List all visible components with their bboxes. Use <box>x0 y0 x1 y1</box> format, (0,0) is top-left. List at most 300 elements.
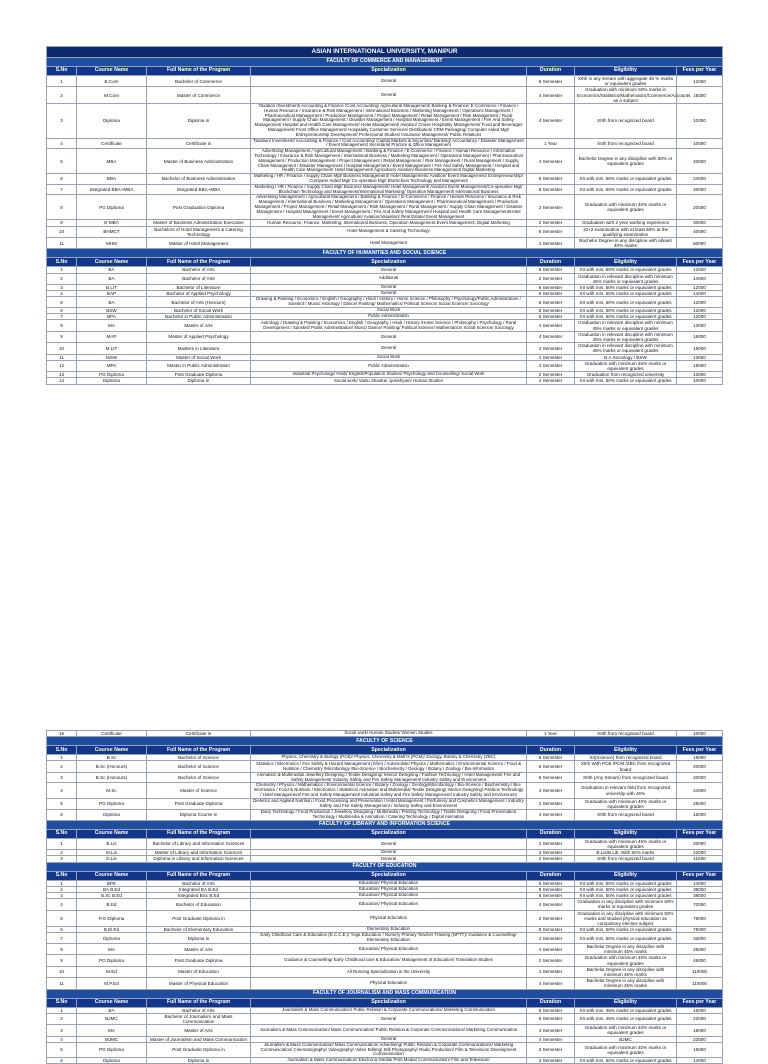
cell-fees: 50000 <box>677 237 723 248</box>
cell-course-name: B.Sc (Honours) <box>77 772 147 783</box>
cell-course-name: MBA <box>77 149 147 174</box>
column-header-eligibility: Eligibility <box>575 67 677 76</box>
cell-eligibility: Bachelor Degree in any discipline with atleast 40% marks <box>575 237 677 248</box>
cell-duration: 2 Semester <box>527 910 575 927</box>
column-header-fees: Fees per Year <box>677 746 723 755</box>
column-header-specialization: Specialization <box>251 829 527 838</box>
cell-program-name: Post Graduate Diploma in <box>147 1042 251 1057</box>
cell-sno: 7 <box>47 184 77 195</box>
cell-fees: 75000 <box>677 927 723 933</box>
cell-fees: 25000 <box>677 798 723 809</box>
column-header-sno: S.No <box>47 871 77 880</box>
cell-program-name: Master of Arts <box>147 1025 251 1036</box>
cell-program-name: Bachelor of Arts <box>147 273 251 284</box>
cell-eligibility: Graduation with minimum 50% marks in Economics/Statistics/Mathematics/Commerce/Accounts as a subject <box>575 87 677 104</box>
cell-specialization: Advertising Management / Agricultural Management / Banking & Finance / E-Commerce / Finance / Human Resource / Information Technology / Insurance & Risk Management / International Business / Marketing Management / Operations Management / Pharmaceutical Management / Production Management / Project Management / Retail Management / Risk Management / Rural Management / Supply Chain Management / Disaster Management / Hospital Management / Event Management / Fire And Safety Management / Hospital and Health Care Management/ Hotel Management/ Agriculture/ Aviation/ Business Management/ Digital Marketing <box>251 149 527 174</box>
cell-duration: 4 Semester <box>527 1036 575 1042</box>
cell-program-name: Master of Hotel Management <box>147 237 251 248</box>
column-header-eligibility: Eligibility <box>575 871 677 880</box>
cell-specialization: Dairy Technology / Food Production / Jewellery Designing / Multimedia / Printing Technology / Textile Designing / Food Preservation Technology / Multimedia & Animation / Catering Technology / Digital Animation <box>251 810 527 821</box>
cell-sno: 10 <box>47 966 77 977</box>
cell-specialization: Chemistry / Physics / Mathematics / Environmental Science / Botany / Zoology / Geology/Microbiology / Bio-Science / Biochemistry / Bio-Informatics / Food & Nutrition / Electronics / Statistics/ Animation and Multimedia/ Textile Designing/ Interior Designing/ Fashion Technology / Hotel Management/ Fire and Safety Management/ Industrial Safety and Fire Safety Management/ Industry Safety and Environment <box>251 783 527 798</box>
cell-program-name: Bachelor in Public Administration <box>147 314 251 320</box>
cell-sno: 10 <box>47 226 77 237</box>
cell-duration: 2 Semester <box>527 838 575 849</box>
cell-course-name: B.Lis <box>77 838 147 849</box>
cell-sno: 4 <box>47 1036 77 1042</box>
cell-specialization: Taxation /Investment/ Accounting & Finance /Cost Accounting/ Agricultural Management/ Banking & Finance/ E-Commerce / Finance / Human Resource / Insurance & Risk Management / International Business / Marketing Management / Operations Management / Pharmaceutical Management / Production Management / Project Management / Retail Management / Risk Management / Rural Management / Supply Chain Management / Disaster Management / Hospital Management / Event Management / Fire And Safety Management/ Hospital and Health Care Management/ Hotel Management/ Aviation/ Cruise Hospitality Management/ Food and Beverages Management/ Front Office Management/ Hospitality Customer Services/ Distribution/ CRM Packaging/ Computer Aided Mgt/ Entrepreneurship Development/ Professional Studies/ Insurance Management/ Public Relations <box>251 104 527 139</box>
cell-course-name: B.Ed <box>77 899 147 910</box>
cell-fees: 28000 <box>677 944 723 955</box>
column-header-sno: S.No <box>47 67 77 76</box>
cell-sno: 10 <box>47 343 77 354</box>
cell-specialization: Physical Education <box>251 978 527 989</box>
table-row <box>47 838 723 849</box>
cell-sno: 6 <box>47 174 77 185</box>
cell-specialization: Drawing & Painting / Economics / English / Geography / Hindi / History / Home Science / Philosophy / Psychology/Public Administration / Sanskrit / Music/ Astrology / Dance/ Painting/ Mathematics/ Political Science/ Social Science/ Sociology <box>251 297 527 308</box>
course-table-page-1 <box>46 46 722 385</box>
cell-specialization: Social Work <box>251 307 527 313</box>
cell-course-name: MSW <box>77 354 147 360</box>
table-row <box>47 237 723 248</box>
cell-course-name: P.G Diploma <box>77 910 147 927</box>
cell-duration: 1 Year <box>527 731 575 737</box>
cell-fees: 10000 <box>677 104 723 139</box>
table-row <box>47 783 723 798</box>
cell-duration: 2 Semester <box>527 220 575 226</box>
course-table <box>46 730 723 1064</box>
cell-program-name: Bachelor of Arts <box>147 267 251 273</box>
cell-sno: 3 <box>47 104 77 139</box>
faculty-header-row <box>47 58 723 67</box>
cell-sno: 7 <box>47 314 77 320</box>
cell-duration: 2 Semester <box>527 1042 575 1057</box>
cell-eligibility: XII with min. 50% marks or equivalent grades <box>575 893 677 899</box>
cell-fees: 40000 <box>677 184 723 195</box>
cell-fees: 13000 <box>677 354 723 360</box>
cell-eligibility: B.A Sociology / BSW <box>575 354 677 360</box>
cell-sno: 1 <box>47 267 77 273</box>
cell-course-name: Integrated BBA+MBA <box>77 184 147 195</box>
cell-specialization: Education/ Physical Education <box>251 886 527 892</box>
cell-sno: 4 <box>47 138 77 149</box>
table-row <box>47 273 723 284</box>
column-header-eligibility: Eligibility <box>575 746 677 755</box>
faculty-header-row <box>47 989 723 998</box>
table-row <box>47 910 723 927</box>
table-row <box>47 297 723 308</box>
cell-sno: 9 <box>47 331 77 342</box>
cell-specialization: Education/ Physical Education <box>251 899 527 910</box>
cell-specialization: General <box>251 1036 527 1042</box>
cell-fees: 20000 <box>677 195 723 220</box>
column-header-duration: Duration <box>527 871 575 880</box>
cell-eligibility: XII with min. 50% marks or equivalent grades <box>575 291 677 297</box>
cell-sno: 6 <box>47 1058 77 1064</box>
column-header-row <box>47 871 723 880</box>
course-table <box>46 46 723 385</box>
cell-program-name: Master of Business Administration Executive <box>147 220 251 226</box>
cell-program-name: Post Graduate Diploma <box>147 955 251 966</box>
cell-duration: 4 Semester <box>527 320 575 331</box>
cell-fees: 15000 <box>677 810 723 821</box>
cell-course-name: Diploma <box>77 933 147 944</box>
cell-duration: 8 Semester <box>527 893 575 899</box>
cell-eligibility: Graduation with minimum 40% marks or equivalent grades <box>575 1042 677 1057</box>
cell-specialization: Journalism & Mass Communication/ Public Relation & Corporate Communications/ Marketing Communication <box>251 1007 527 1013</box>
cell-program-name: Integrated BSc B.Ed <box>147 893 251 899</box>
column-header-sno: S.No <box>47 746 77 755</box>
cell-course-name: MA <box>77 944 147 955</box>
cell-duration: 4 Semester <box>527 783 575 798</box>
cell-fees: 10000 <box>677 731 723 737</box>
cell-course-name: MPA <box>77 360 147 371</box>
cell-sno: 15 <box>47 731 77 737</box>
faculty-name: FACULTY OF JOURNALISM AND MASS COMMUNICATION <box>47 989 723 998</box>
cell-program-name: Master of Education <box>147 966 251 977</box>
cell-specialization: Elementary Education <box>251 927 527 933</box>
cell-sno: 8 <box>47 320 77 331</box>
cell-sno: 11 <box>47 354 77 360</box>
table-row <box>47 810 723 821</box>
cell-course-name: B.Sc B.Ed <box>77 893 147 899</box>
table-row <box>47 320 723 331</box>
cell-program-name: Bachelor of Arts <box>147 880 251 886</box>
cell-duration: 2 Semester <box>527 955 575 966</box>
table-row <box>47 978 723 989</box>
cell-duration: 4 Semester <box>527 899 575 910</box>
column-header-row <box>47 258 723 267</box>
cell-sno: 3 <box>47 1025 77 1036</box>
column-header-fees: Fees per Year <box>677 258 723 267</box>
cell-duration: 6 Semester <box>527 297 575 308</box>
cell-fees: 16000 <box>677 1042 723 1057</box>
cell-fees: 13000 <box>677 372 723 378</box>
cell-fees: 11000 <box>677 856 723 862</box>
cell-sno: 3 <box>47 772 77 783</box>
cell-course-name: Diploma <box>77 810 147 821</box>
cell-duration: 6 Semester <box>527 1007 575 1013</box>
column-header-program-name: Full Name of the Program <box>147 258 251 267</box>
column-header-program-name: Full Name of the Program <box>147 829 251 838</box>
cell-eligibility: XIIth from recognized board <box>575 138 677 149</box>
cell-sno: 13 <box>47 372 77 378</box>
column-header-course-name: Course Name <box>77 746 147 755</box>
cell-specialization: Early Childhood Care & Education (E.C.C.E.)/ Yoga Education / Nursery Primary Teacher Training (NPTT)/ Guidance & Counselling/ Elementary Education <box>251 933 527 944</box>
cell-eligibility: Graduation in relevant discipline with minimum 45% marks or equivalent grades <box>575 320 677 331</box>
cell-duration: 4 Semester <box>527 360 575 371</box>
cell-course-name: B.Sc <box>77 755 147 761</box>
cell-duration: 4 Semester <box>527 966 575 977</box>
cell-fees: 12000 <box>677 267 723 273</box>
cell-fees: 14000 <box>677 291 723 297</box>
cell-eligibility: XII with min. 50% marks or equivalent grades <box>575 297 677 308</box>
cell-course-name: Diploma <box>77 1058 147 1064</box>
cell-course-name: MAP <box>77 331 147 342</box>
column-header-row <box>47 998 723 1007</box>
cell-specialization: Journalism & Mass Communication/ Electronic Media/ Print Media/ Communication/ Film and Television/ <box>251 1058 527 1064</box>
cell-sno: 5 <box>47 297 77 308</box>
cell-fees: 14000 <box>677 1058 723 1064</box>
cell-sno: 8 <box>47 944 77 955</box>
university-title-row <box>47 47 723 58</box>
university-title: ASIAN INTERNATIONAL UNIVERSITY, MANIPUR <box>47 47 723 58</box>
cell-program-name: Bachelor of Social Work <box>147 307 251 313</box>
cell-specialization: Education/ Physical Education <box>251 893 527 899</box>
cell-sno: 2 <box>47 886 77 892</box>
table-row <box>47 87 723 104</box>
cell-course-name: PG Diploma <box>77 1042 147 1057</box>
cell-sno: 4 <box>47 291 77 297</box>
cell-course-name: Certificate <box>77 731 147 737</box>
cell-eligibility: XII with min. 45% marks or equivalent grades <box>575 1013 677 1024</box>
cell-program-name: Bachelor of Literature <box>147 284 251 290</box>
cell-program-name: Master of Journalism and Mass Communication <box>147 1036 251 1042</box>
cell-course-name: BSW <box>77 307 147 313</box>
cell-program-name: Post Graduation Diploma <box>147 195 251 220</box>
column-header-course-name: Course Name <box>77 67 147 76</box>
cell-sno: 2 <box>47 273 77 284</box>
column-header-sno: S.No <box>47 258 77 267</box>
cell-fees: 15000 <box>677 331 723 342</box>
cell-eligibility: Bachelor Degree in any discipline with minimum 45% marks <box>575 966 677 977</box>
cell-fees: 18000 <box>677 1025 723 1036</box>
column-header-duration: Duration <box>527 998 575 1007</box>
cell-duration: 4 Semester <box>527 87 575 104</box>
cell-eligibility: XII with min. 50% marks or equivalent grades <box>575 927 677 933</box>
cell-specialization: General <box>251 291 527 297</box>
table-row <box>47 955 723 966</box>
cell-duration: 4 Semester <box>527 810 575 821</box>
cell-eligibility: Graduation in relevant discipline with minimum 45% marks or equivalent grades <box>575 273 677 284</box>
cell-eligibility: XII with min. 50% marks or equivalent grades <box>575 284 677 290</box>
column-header-duration: Duration <box>527 258 575 267</box>
faculty-header-row <box>47 820 723 829</box>
cell-duration: 6 Semester <box>527 226 575 237</box>
table-row <box>47 104 723 139</box>
column-header-sno: S.No <box>47 998 77 1007</box>
cell-sno: 11 <box>47 237 77 248</box>
cell-specialization: Marketing / HR / Finance / Supply Chain Mgt/ Business Management/ Hotel Management/ Aviation/ Event Management/Co-operative Mgt/ Blockchain Technology and Management/International Marketing/ Operation Management/ International Business <box>251 184 527 195</box>
cell-specialization: General <box>251 343 527 354</box>
cell-fees: 20000 <box>677 772 723 783</box>
cell-eligibility: Graduation in any discipline with minimum 50% marks and studied physical education as compulsory elective subject <box>575 910 677 927</box>
cell-fees: 22000 <box>677 850 723 856</box>
cell-eligibility: XIIth in any stream with aggregate 45 % marks or equivalent grades <box>575 76 677 87</box>
cell-duration: 6 Semester <box>527 291 575 297</box>
cell-specialization: General <box>251 856 527 862</box>
cell-sno: 14 <box>47 378 77 384</box>
cell-duration: 2 Semester <box>527 273 575 284</box>
table-row <box>47 174 723 185</box>
cell-program-name: Diploma in Library and Information Sciences <box>147 856 251 862</box>
cell-duration: 6 Semester <box>527 284 575 290</box>
cell-fees: 12000 <box>677 314 723 320</box>
cell-sno: 5 <box>47 1042 77 1057</box>
table-row <box>47 76 723 87</box>
cell-eligibility: XII with min. 50% marks or equivalent grades <box>575 378 677 384</box>
cell-eligibility: XII(Science) from recognized board <box>575 755 677 761</box>
faculty-name: FACULTY OF SCIENCE <box>47 737 723 746</box>
cell-eligibility: Graduation with minimum 45% marks or equivalent grades <box>575 838 677 849</box>
cell-course-name: BA B.Ed <box>77 886 147 892</box>
cell-sno: 3 <box>47 856 77 862</box>
cell-duration: 4 Semester <box>527 237 575 248</box>
cell-fees: 38000 <box>677 886 723 892</box>
cell-specialization: Human Resource, Finance, Marketing, International Business, Operation Management,Event Management, Digital Marketing <box>251 220 527 226</box>
cell-course-name: BBA <box>77 174 147 185</box>
column-header-eligibility: Eligibility <box>575 829 677 838</box>
column-header-row <box>47 746 723 755</box>
faculty-header-row <box>47 737 723 746</box>
cell-fees: 14000 <box>677 880 723 886</box>
table-row <box>47 378 723 384</box>
column-header-specialization: Specialization <box>251 998 527 1007</box>
faculty-name: FACULTY OF HUMANITIES AND SOCIAL SCIENCE <box>47 249 723 258</box>
cell-fees: 110000 <box>677 978 723 989</box>
cell-duration: 4 Semester <box>527 933 575 944</box>
cell-eligibility: B.Lis/B.Lib. With 50% marks <box>575 850 677 856</box>
cell-specialization: Industrial Psychology/ Hindi/ English/Population Studies/ Psychology and Counselling/ Social Work <box>251 372 527 378</box>
column-header-program-name: Full Name of the Program <box>147 67 251 76</box>
cell-specialization: Physics, Chemistry & Biology (PCB)/ Physics, Chemistry & Math's (PCM)/ Zoology, Botany & Chemistry (ZBC) <box>251 755 527 761</box>
cell-duration: 8 Semester <box>527 886 575 892</box>
cell-eligibility: XII with min. 50% marks or equivalent grades <box>575 880 677 886</box>
cell-sno: 3 <box>47 893 77 899</box>
cell-sno: 1 <box>47 1007 77 1013</box>
cell-specialization: General <box>251 838 527 849</box>
cell-eligibility: XII with min. 45% marks or equivalent grades <box>575 1007 677 1013</box>
cell-duration: 4 Semester <box>527 331 575 342</box>
cell-fees: 38000 <box>677 893 723 899</box>
cell-eligibility: Graduation with minimum 40% marks or equivalent grades <box>575 195 677 220</box>
cell-program-name: Diploma in <box>147 933 251 944</box>
cell-fees: 20000 <box>677 761 723 772</box>
cell-sno: 1 <box>47 880 77 886</box>
cell-course-name: BA <box>77 297 147 308</box>
table-row <box>47 343 723 354</box>
cell-fees: 20000 <box>677 838 723 849</box>
cell-course-name: BA <box>77 273 147 284</box>
cell-sno: 6 <box>47 927 77 933</box>
cell-fees: 10000 <box>677 138 723 149</box>
cell-fees: 30000 <box>677 220 723 226</box>
cell-sno: 7 <box>47 933 77 944</box>
cell-program-name: Master of Social Work <box>147 354 251 360</box>
cell-eligibility: Graduation with minimum 40% marks or equivalent grades <box>575 798 677 809</box>
cell-specialization: Taxation/ Investment/ Accounting & Finance / Cost Accounting/ Capital Markets & Securities/ Banking/ Accountancy / Disaster Management / Event Management/ Secretarial Practice & Office Management <box>251 138 527 149</box>
cell-eligibility: XII with min. 50% marks or equivalent grades <box>575 184 677 195</box>
cell-specialization: Astrology / Drawing & Painting / Economics / English / Geography / Hindi / History /Home Science / Philosophy / Psychology / Rural Development / Sanskrit/ Public Administration/ Music/ Dance/ Painting/ Political Science/ Mathematics/ Social Science/ Sociology <box>251 320 527 331</box>
cell-specialization: General <box>251 1013 527 1024</box>
cell-eligibility: XIIth from recognised board <box>575 731 677 737</box>
cell-program-name: Bachelor of Commerce <box>147 76 251 87</box>
cell-fees: 40000 <box>677 149 723 174</box>
table-row <box>47 360 723 371</box>
faculty-header-row <box>47 862 723 871</box>
course-table-page-2 <box>46 730 722 1064</box>
cell-program-name: Bachelors of Hotel Management & Catering Technology <box>147 226 251 237</box>
cell-sno: 2 <box>47 850 77 856</box>
cell-duration: 6 Semester <box>527 761 575 772</box>
cell-duration: 6 Semester <box>527 267 575 273</box>
column-header-duration: Duration <box>527 829 575 838</box>
cell-specialization: Marketing / HR / Finance / Supply Chain Mgt/ Business Management/ Hotel Management/ Aviation/ Event Management/ Entrepreneurship/ Computer Aided Mgt/ Co-operative Mgt/ Blockchain Technology and Management <box>251 174 527 185</box>
cell-duration: 4 Semester <box>527 378 575 384</box>
cell-specialization: Advertising Management / Agricultural Management / Banking & Finance / E-Commerce / Finance / Human Resource / Insurance & Risk Management / International Business / Marketing Management / Operations Management / Pharmaceutical Management / Production Management / Project Management / Retail Management / Risk Management / Rural Management / Supply Chain Management / Disaster Management / Hospital Management / Event Management / Fire And Safety Management/ Hospital and Health Care Management/Hotel Management/ Agriculture/ Aviation/Valuation/ Real Estate/ Event Management <box>251 195 527 220</box>
cell-fees: 18000 <box>677 755 723 761</box>
cell-program-name: Bachelor of Library and Information Sciences <box>147 838 251 849</box>
cell-program-name: Bachelor of Education <box>147 899 251 910</box>
cell-sno: 11 <box>47 978 77 989</box>
cell-sno: 5 <box>47 910 77 927</box>
cell-sno: 5 <box>47 149 77 174</box>
column-header-duration: Duration <box>527 746 575 755</box>
cell-duration: 6 Semester <box>527 307 575 313</box>
faculty-name: FACULTY OF EDUCATION <box>47 862 723 871</box>
cell-fees: 40000 <box>677 226 723 237</box>
cell-eligibility: Graduation in any discipline with minimum 50% marks or equivalent grades <box>575 899 677 910</box>
cell-duration: 2 Semester <box>527 798 575 809</box>
cell-course-name: D.Lis <box>77 856 147 862</box>
column-header-duration: Duration <box>527 67 575 76</box>
cell-specialization: Statistics / Electronics / Fire Safety & Hazard Management (Sfire) / Automobile/ Physics / Mathematics / Environmental Science / Food & Nutrition / Chemistry /Microbiology /Bio-Science / Biochemistry / Geology / Botany / Zoology / Bio-Informatics <box>251 761 527 772</box>
cell-course-name: PG Diploma <box>77 195 147 220</box>
cell-course-name: MHM <box>77 237 147 248</box>
table-row <box>47 899 723 910</box>
cell-sno: 6 <box>47 810 77 821</box>
cell-eligibility: XII with min. 50% marks or equivalent grades <box>575 933 677 944</box>
cell-program-name: Integrated BBA+MBA <box>147 184 251 195</box>
cell-eligibility: XIIth from recognized board <box>575 810 677 821</box>
page-gap <box>0 688 768 728</box>
cell-course-name: PG Diploma <box>77 955 147 966</box>
cell-duration: 4 Semester <box>527 104 575 139</box>
table-row <box>47 772 723 783</box>
table-row <box>47 1042 723 1057</box>
cell-duration: 2 Semester <box>527 195 575 220</box>
column-header-specialization: Specialization <box>251 67 527 76</box>
column-header-row <box>47 829 723 838</box>
cell-course-name: B.El.Ed <box>77 927 147 933</box>
cell-program-name: Bachelor of Journalism and Mass Communication <box>147 1013 251 1024</box>
cell-program-name: Master of Physical Education <box>147 978 251 989</box>
cell-eligibility: Graduation with minimum 45% marks or equivalent grades <box>575 360 677 371</box>
cell-eligibility: Graduation in relevant discipline with minimum 45% marks or equivalent grades <box>575 331 677 342</box>
cell-specialization: Hotel Management <box>251 237 527 248</box>
cell-duration: 4 Semester <box>527 343 575 354</box>
column-header-program-name: Full Name of the Program <box>147 998 251 1007</box>
cell-course-name: BJMC <box>77 1013 147 1024</box>
cell-sno: 12 <box>47 360 77 371</box>
column-header-fees: Fees per Year <box>677 829 723 838</box>
cell-sno: 9 <box>47 220 77 226</box>
cell-fees: 10000 <box>677 378 723 384</box>
faculty-header-row <box>47 249 723 258</box>
cell-program-name: Bachelor of Arts (Honours) <box>147 297 251 308</box>
cell-course-name: MA <box>77 1025 147 1036</box>
cell-fees: 110000 <box>677 966 723 977</box>
cell-eligibility: XIIth from recognized board <box>575 104 677 139</box>
cell-duration: 4 Semester <box>527 944 575 955</box>
cell-fees: 33000 <box>677 933 723 944</box>
cell-program-name: Master in Public Administration <box>147 360 251 371</box>
cell-specialization: Social work/ Vastu Shastra/ Jyotishyam/ Human Studies <box>251 378 527 384</box>
cell-duration: 6 Semester <box>527 772 575 783</box>
column-header-course-name: Course Name <box>77 998 147 1007</box>
cell-duration: 8 Semester <box>527 927 575 933</box>
cell-fees: 15000 <box>677 87 723 104</box>
